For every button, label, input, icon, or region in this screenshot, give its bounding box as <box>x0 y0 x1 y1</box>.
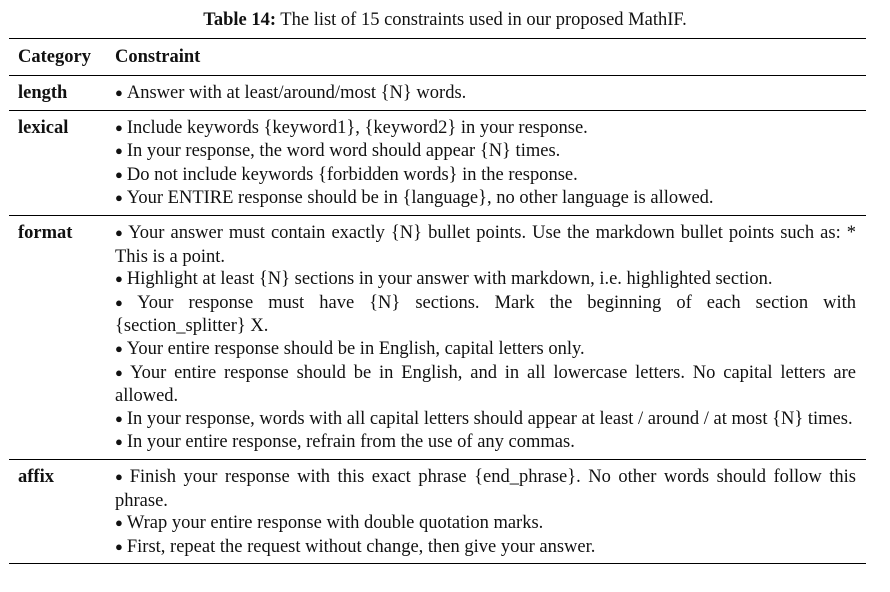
constraint-text: In your response, the word word should appear {N} times. <box>126 141 561 162</box>
category-cell: format <box>18 222 73 243</box>
bullet-icon: ● <box>115 119 123 135</box>
constraint-item <box>115 117 856 141</box>
constraint-item <box>115 140 856 164</box>
bullet-icon: ● <box>115 515 123 531</box>
constraint-item <box>115 187 856 211</box>
constraint-cell <box>115 222 866 455</box>
bullet-icon: ● <box>115 190 123 206</box>
category-cell: lexical <box>18 117 69 138</box>
bullet-icon: ● <box>115 434 123 450</box>
constraint-text: First, repeat the request without change, then give your answer. <box>126 536 596 557</box>
constraint-text: Highlight at least {N} sections in your answer with markdown, i.e. highlighted section. <box>126 269 773 290</box>
constraint-text: In your entire response, refrain from the use of any commas. <box>126 432 575 453</box>
constraint-text: Answer with at least/around/most {N} words. <box>126 83 467 103</box>
constraint-text: Do not include keywords {forbidden words} in the response. <box>126 164 578 185</box>
constraint-item <box>115 338 856 362</box>
table-caption <box>0 8 890 32</box>
bullet-icon: ● <box>115 340 123 356</box>
bullet-icon: ● <box>115 410 123 426</box>
category-cell: length <box>18 83 68 103</box>
constraint-item <box>115 268 856 292</box>
constraint-item <box>115 408 856 432</box>
constraint-text: In your response, words with all capital letters should appear at least / around / at most {N} times. <box>126 408 853 429</box>
constraint-text: Finish your response with this exact phrase {end_phrase}. No other words should follow this phrase. <box>115 466 856 511</box>
constraint-text: Your answer must contain exactly {N} bullet points. Use the markdown bullet points such as: * This is a point. <box>115 222 857 267</box>
table-row-length <box>9 75 866 110</box>
constraint-item <box>115 222 856 268</box>
bullet-icon: ● <box>115 224 125 240</box>
bullet-icon: ● <box>115 143 123 159</box>
table-row-format <box>9 215 866 459</box>
constraint-cell <box>115 117 866 211</box>
caption-label: Table 14: <box>203 10 277 30</box>
constraint-item <box>115 512 856 536</box>
table-row-affix <box>9 459 866 563</box>
table-row-lexical <box>9 110 866 215</box>
bullet-icon: ● <box>115 271 123 287</box>
constraint-cell <box>115 82 866 106</box>
bullet-icon: ● <box>115 364 127 380</box>
header-constraint: Constraint <box>115 46 201 67</box>
constraint-item <box>115 164 856 188</box>
constraint-item <box>115 292 856 338</box>
constraint-text: Your response must have {N} sections. Mark the beginning of each section with {section_splitter} X. <box>115 292 856 337</box>
constraint-text: Wrap your entire response with double quotation marks. <box>126 513 544 534</box>
caption-text: The list of 15 constraints used in our proposed MathIF. <box>276 10 687 30</box>
table-header-row <box>9 39 866 75</box>
bullet-icon: ● <box>115 85 123 100</box>
constraint-item <box>115 82 856 106</box>
header-category: Category <box>18 46 91 67</box>
constraint-item <box>115 362 856 408</box>
constraint-text: Your entire response should be in English, and in all lowercase letters. No capital letters are allowed. <box>115 362 856 407</box>
constraint-text: Your entire response should be in English, capital letters only. <box>126 338 585 359</box>
constraint-item <box>115 466 856 512</box>
bullet-icon: ● <box>115 468 126 484</box>
constraint-item <box>115 431 856 455</box>
constraint-item <box>115 536 856 560</box>
constraint-text: Your ENTIRE response should be in {language}, no other language is allowed. <box>126 188 714 209</box>
bullet-icon: ● <box>115 294 134 310</box>
bullet-icon: ● <box>115 538 123 554</box>
bullet-icon: ● <box>115 166 123 182</box>
category-cell: affix <box>18 466 54 487</box>
constraint-cell <box>115 466 866 559</box>
constraints-table <box>9 38 866 564</box>
constraint-text: Include keywords {keyword1}, {keyword2} in your response. <box>126 117 588 138</box>
